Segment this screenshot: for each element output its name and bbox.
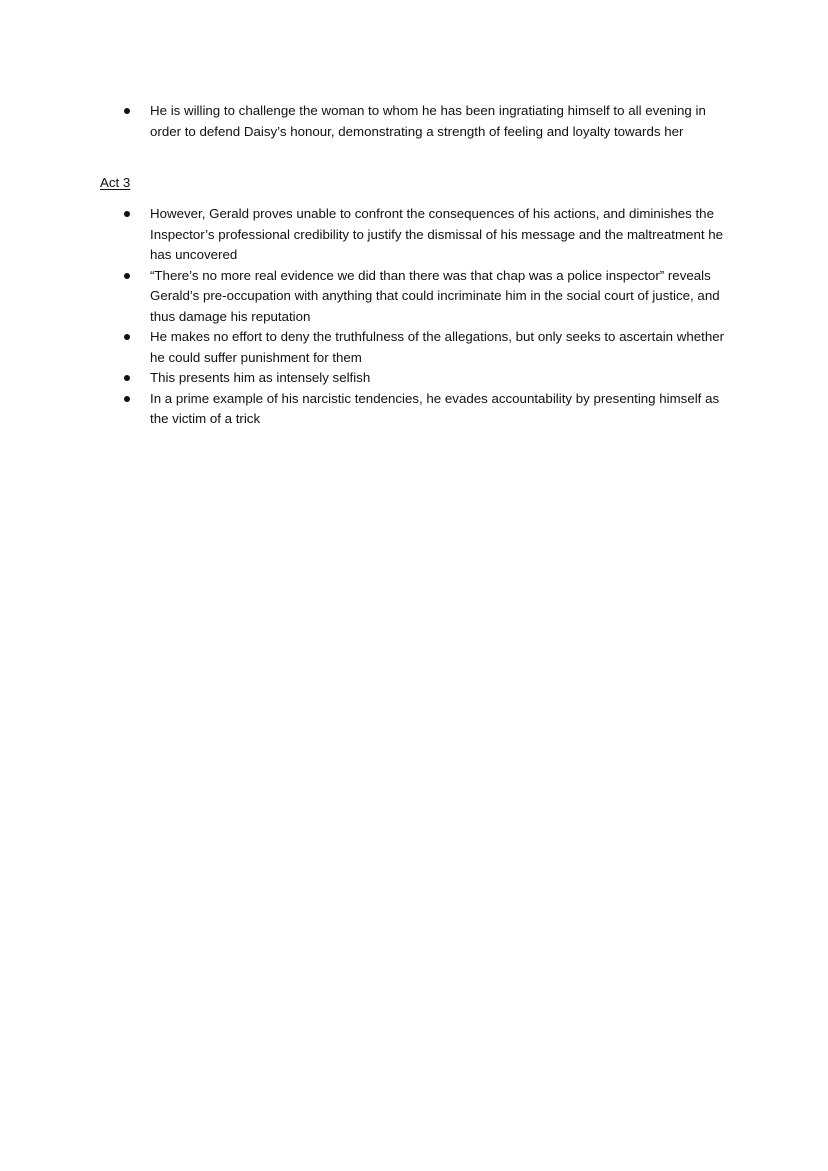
- bullet-text: However, Gerald proves unable to confront the consequences of his actions, and diminishes the Inspector’s professional credibility to justify the dismissal of his message and the maltreatment he has uncovered: [150, 206, 724, 262]
- bullet-text: “There’s no more real evidence we did than there was that chap was a police inspector” reveals Gerald’s pre-occupation with anything that could incriminate him in the social court of justice, and thus damage his reputation: [150, 267, 720, 324]
- bullet-text: This presents him as intensely selfish: [150, 370, 371, 385]
- bullet-point: [0, 368, 740, 389]
- bullet-icon: [124, 396, 130, 402]
- section-bullet-list: [0, 204, 828, 430]
- bullet-icon: [124, 211, 130, 217]
- bullet-point: [0, 389, 740, 430]
- bullet-point: [0, 266, 740, 328]
- intro-bullet-list: [0, 101, 828, 142]
- bullet-text: In a prime example of his narcistic tendencies, he evades accountability by presenting himself as the victim of a trick: [150, 390, 720, 426]
- bullet-icon: [124, 334, 130, 340]
- bullet-point: [0, 101, 740, 142]
- bullet-icon: [124, 273, 130, 279]
- bullet-text: He makes no effort to deny the truthfulness of the allegations, but only seeks to ascertain whether he could suffer punishment for them: [150, 329, 725, 365]
- bullet-icon: [124, 108, 130, 114]
- bullet-point: [0, 204, 740, 266]
- bullet-point: [0, 327, 740, 368]
- bullet-text: He is willing to challenge the woman to whom he has been ingratiating himself to all evening in order to defend Daisy’s honour, demonstrating a strength of feeling and loyalty towards her: [150, 103, 706, 139]
- section-heading: Act 3: [100, 175, 131, 190]
- bullet-icon: [124, 375, 130, 381]
